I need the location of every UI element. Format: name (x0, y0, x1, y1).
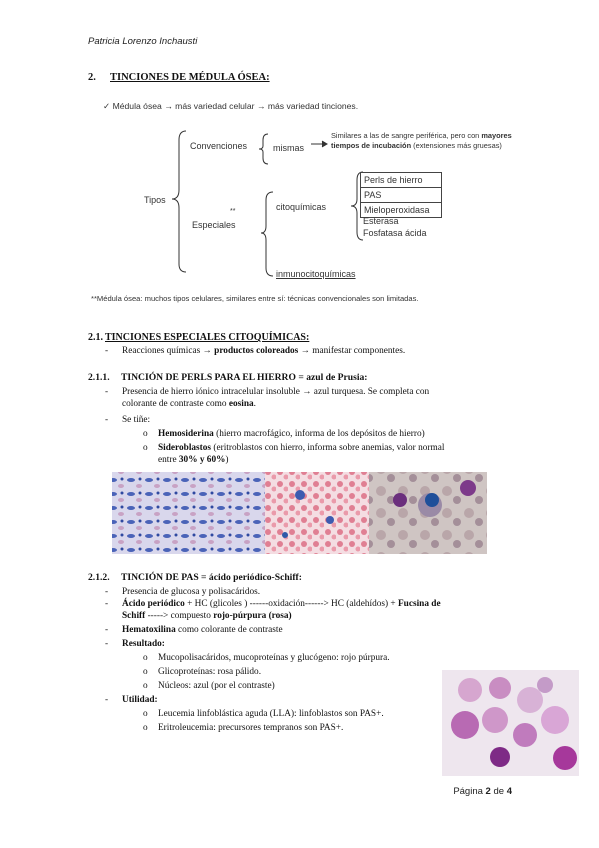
section-2-1-1-title: 2.1.1. TINCIÓN DE PERLS PARA EL HIERRO = azul de Prusia: (88, 372, 368, 383)
section-2-title: 2. TINCIONES DE MÉDULA ÓSEA: (88, 72, 270, 83)
diagram-root-tipos: Tipos (144, 195, 166, 205)
item-fosfatasa: Fosfatasa ácida (363, 228, 427, 238)
diagram-citoquimicas: citoquímicas (276, 202, 327, 212)
item-perls: Perls de hierro (361, 173, 441, 188)
check-icon: ✓ (103, 101, 111, 111)
author-name: Patricia Lorenzo Inchausti (88, 36, 198, 47)
item-mieloperoxidasa: Mieloperoxidasa (364, 205, 430, 215)
item-esterasa: Esterasa (363, 216, 399, 226)
diagram-mismas: mismas (273, 143, 304, 153)
section-2-1-2-title: 2.1.2. TINCIÓN DE PAS = ácido periódico-Schiff: (88, 572, 302, 583)
diagram-convenciones: Convenciones (190, 141, 248, 151)
intro-line: ✓ Médula ósea → más variedad celular → más variedad tinciones. (103, 101, 359, 111)
diagram-convenciones-note: Similares a las de sangre periférica, pero con mayores tiempos de incubación (extensiones más gruesas) (331, 131, 512, 150)
page-number: Página 2 de 4 (453, 786, 512, 797)
section-2-1-title: 2.1. TINCIONES ESPECIALES CITOQUÍMICAS: (88, 332, 310, 343)
diagram-especiales: Especiales (192, 220, 236, 230)
diagram-especiales-mark: ** (230, 208, 236, 215)
item-pas: PAS (361, 188, 441, 203)
diagram-footnote: **Médula ósea: muchos tipos celulares, similares entre sí: técnicas convencionales son limitadas. (91, 294, 419, 303)
diagram-inmunocitoquimicas: inmunocitoquímicas (276, 269, 356, 279)
